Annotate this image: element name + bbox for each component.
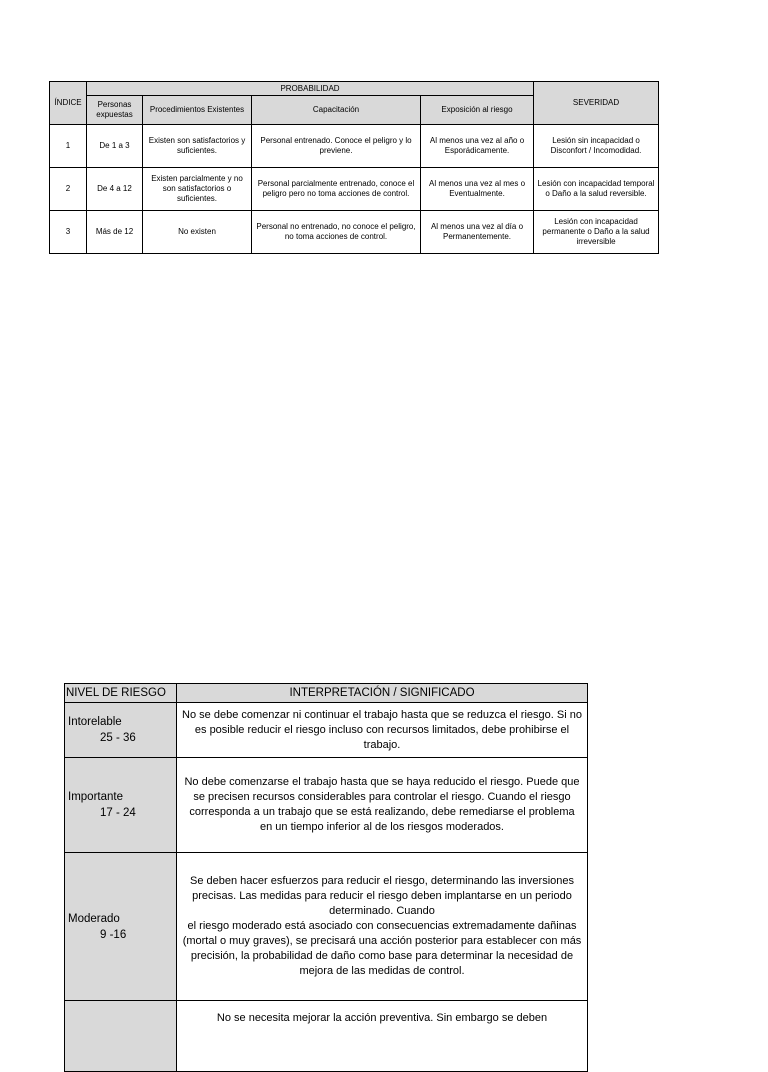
risk-interpretation: No debe comenzarse el trabajo hasta que se haya reducido el riesgo. Puede que se precisen recursos considerables para controlar el riesgo. Cuando el riesgo corresponda a un trabajo que se está realizando, debe remediarse el problema en un tiempo inferior al de los riesgos moderados. — [177, 758, 588, 853]
cell-training: Personal entrenado. Conoce el peligro y lo previene. — [252, 125, 421, 168]
cell-exposure: Al menos una vez al día o Permanentemente. — [421, 211, 534, 254]
cell-people: De 1 a 3 — [87, 125, 143, 168]
cell-training: Personal parcialmente entrenado, conoce el peligro pero no toma acciones de control. — [252, 168, 421, 211]
cell-procedures: No existen — [143, 211, 252, 254]
cell-index: 2 — [50, 168, 87, 211]
probability-severity-table — [49, 81, 659, 254]
header-interpretation: INTERPRETACIÓN / SIGNIFICADO — [177, 684, 588, 703]
cell-people: Más de 12 — [87, 211, 143, 254]
risk-level-name: Intorelable — [68, 716, 122, 728]
table-row — [50, 168, 659, 211]
risk-interpretation: No se necesita mejorar la acción preventiva. Sin embargo se deben — [177, 1001, 588, 1072]
risk-interpretation: Se deben hacer esfuerzos para reducir el riesgo, determinando las inversiones precisas. Las medidas para reducir el riesgo deben implantarse en un periodo determinado. Cuando el riesgo moderado está asociado con consecuencias extremadamente dañinas (mortal o muy graves), se precisará una acción posterior para establecer con más precisión, la probabilidad de daño como base para determinar la necesidad de mejora de las medidas de control. — [177, 853, 588, 1001]
risk-level-name: Moderado — [68, 912, 120, 925]
header-exposure: Exposición al riesgo — [421, 96, 534, 125]
cell-severity: Lesión con incapacidad temporal o Daño a la salud reversible. — [534, 168, 659, 211]
cell-training: Personal no entrenado, no conoce el peligro, no toma acciones de control. — [252, 211, 421, 254]
header-people-exposed: Personas expuestas — [87, 96, 143, 125]
risk-level-table — [64, 683, 588, 1072]
risk-level-cell — [65, 758, 177, 853]
cell-severity: Lesión sin incapacidad o Disconfort / Incomodidad. — [534, 125, 659, 168]
table-row — [65, 1001, 588, 1072]
risk-level-range: 9 -16 — [100, 928, 127, 941]
risk-level-cell — [65, 1001, 177, 1072]
cell-procedures: Existen son satisfactorios y suficientes. — [143, 125, 252, 168]
table-row — [65, 703, 588, 758]
cell-procedures: Existen parcialmente y no son satisfactorios o suficientes. — [143, 168, 252, 211]
risk-level-range: 17 - 24 — [100, 807, 136, 819]
cell-index: 3 — [50, 211, 87, 254]
table-row — [65, 853, 588, 1001]
header-procedures: Procedimientos Existentes — [143, 96, 252, 125]
table-row — [65, 758, 588, 853]
cell-people: De 4 a 12 — [87, 168, 143, 211]
header-risk-level: NIVEL DE RIESGO — [65, 684, 177, 703]
cell-index: 1 — [50, 125, 87, 168]
table-row — [50, 211, 659, 254]
table-row — [50, 125, 659, 168]
risk-interpretation: No se debe comenzar ni continuar el trabajo hasta que se reduzca el riesgo. Si no es posible reducir el riesgo incluso con recursos limitados, debe prohibirse el trabajo. — [177, 703, 588, 758]
risk-level-cell — [65, 703, 177, 758]
risk-level-range: 25 - 36 — [100, 732, 136, 744]
cell-severity: Lesión con incapacidad permanente o Daño a la salud irreversible — [534, 211, 659, 254]
header-index: ÍNDICE — [50, 82, 87, 125]
header-training: Capacitación — [252, 96, 421, 125]
header-severity: SEVERIDAD — [534, 82, 659, 125]
risk-level-name: Importante — [68, 791, 123, 803]
risk-level-cell — [65, 853, 177, 1001]
header-probability: PROBABILIDAD — [87, 82, 534, 96]
cell-exposure: Al menos una vez al año o Esporádicamente. — [421, 125, 534, 168]
cell-exposure: Al menos una vez al mes o Eventualmente. — [421, 168, 534, 211]
